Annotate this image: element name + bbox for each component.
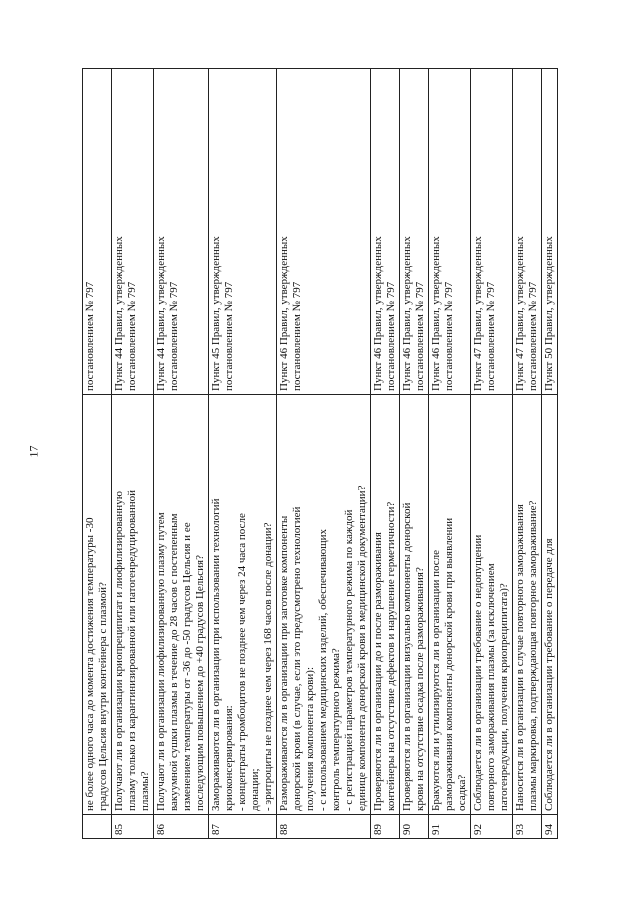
question-line: получения компонента крови):	[304, 666, 316, 811]
question-line: изменением температуры от -36 до -50 градусов Цельсия и ее	[181, 522, 193, 811]
question-line: контроль температурного режима?	[330, 648, 342, 811]
row-number: 90	[400, 815, 429, 839]
table-row	[471, 69, 513, 839]
question-line: последующим повышением до +40 градусов Цельсия?	[194, 554, 206, 811]
table-row	[154, 69, 209, 839]
question-line: донации;	[249, 768, 261, 811]
question-line: Размораживаются ли в организации при заготовке компоненты	[278, 515, 290, 811]
question-line: Получают ли в организации лиофилизированную плазму путем	[155, 512, 167, 811]
question-cell	[277, 395, 371, 815]
row-number	[83, 815, 112, 839]
requirements-table	[82, 68, 558, 839]
question-cell	[471, 395, 513, 815]
reference-line: Пункт 46 Правил, утвержденных	[278, 236, 290, 391]
question-cell	[83, 395, 112, 815]
question-line: Соблюдается ли в организации требование о недопущении	[472, 534, 484, 811]
reference-line: постановлением № 797	[443, 281, 455, 391]
row-number: 89	[371, 815, 400, 839]
question-line: размораживания компоненты донорской крови при выявлении	[443, 517, 455, 811]
table-row	[277, 69, 371, 839]
question-line: - с использованием медицинских изделий, обеспечивающих	[317, 528, 329, 811]
reference-line: постановлением № 797	[168, 281, 180, 391]
question-line: - с регистрацией параметров температурного режима по каждой	[343, 509, 355, 811]
row-number: 87	[209, 815, 277, 839]
table-row	[371, 69, 400, 839]
question-line: Замораживаются ли в организации при использовании технологий	[210, 498, 222, 811]
reference-cell	[83, 69, 112, 395]
page-number: 17	[26, 445, 41, 458]
reference-cell	[112, 69, 154, 395]
reference-line: Пункт 50 Правил, утвержденных	[543, 236, 555, 391]
table-row	[542, 69, 558, 839]
reference-cell	[209, 69, 277, 395]
reference-line: Пункт 44 Правил, утвержденных	[113, 236, 125, 391]
reference-line: Пункт 46 Правил, утвержденных	[372, 236, 384, 391]
question-line: Бракуются ли и утилизируются ли в организации после	[430, 549, 442, 811]
reference-line: Пункт 44 Правил, утвержденных	[155, 236, 167, 391]
question-line: криоконсервирования:	[223, 705, 235, 811]
table-body	[83, 69, 558, 839]
reference-cell	[429, 69, 471, 395]
question-cell	[209, 395, 277, 815]
row-number: 93	[513, 815, 542, 839]
row-number: 86	[154, 815, 209, 839]
question-line: - концентраты тромбоцитов не позднее чем через 24 часа после	[236, 513, 248, 811]
question-line: не более одного часа до момента достижения температуры -30	[84, 517, 96, 811]
question-cell	[429, 395, 471, 815]
question-line: осадка?	[456, 774, 468, 811]
table-row	[513, 69, 542, 839]
table-row	[400, 69, 429, 839]
question-line: Получают ли в организации криопреципитат и лиофилизированную	[113, 491, 125, 811]
question-line: единице компонента донорской крови в медицинской документации?	[356, 485, 368, 811]
reference-line: постановлением № 797	[84, 281, 96, 391]
table-row	[112, 69, 154, 839]
table-row	[83, 69, 112, 839]
reference-cell	[400, 69, 429, 395]
question-line: плазмы маркировка, подтверждающая повторное замораживание?	[527, 500, 539, 811]
table-row	[429, 69, 471, 839]
question-line: плазму только из карантинизированной или патогенредуцированной	[126, 489, 138, 811]
question-cell	[112, 395, 154, 815]
question-line: - эритроциты не позднее чем через 168 часов после донации?	[262, 522, 274, 811]
reference-cell	[277, 69, 371, 395]
question-cell	[400, 395, 429, 815]
question-line: Соблюдается ли в организации требование о передаче для	[543, 538, 555, 811]
reference-line: постановлением № 797	[527, 281, 539, 391]
table-row	[209, 69, 277, 839]
reference-cell	[154, 69, 209, 395]
reference-cell	[513, 69, 542, 395]
reference-line: Пункт 46 Правил, утвержденных	[430, 236, 442, 391]
reference-cell	[542, 69, 558, 395]
question-line: Проверяются ли в организации визуально компоненты донорской	[401, 502, 413, 811]
question-cell	[154, 395, 209, 815]
question-line: градусов Цельсия внутри контейнера с плазмой?	[97, 582, 109, 811]
question-line: донорской крови (в случае, если это предусмотрено технологией	[291, 506, 303, 811]
question-line: вакуумной сушки плазмы в течение до 28 часов с постепенным	[168, 513, 180, 811]
reference-line: постановлением № 797	[414, 281, 426, 391]
reference-line: Пункт 47 Правил, утвержденных	[472, 236, 484, 391]
reference-line: постановлением № 797	[291, 281, 303, 391]
reference-line: Пункт 45 Правил, утвержденных	[210, 236, 222, 391]
reference-cell	[371, 69, 400, 395]
reference-line: постановлением № 797	[485, 281, 497, 391]
question-line: патогенредукции, получения криопреципитата)?	[498, 583, 510, 811]
question-line: контейнеры на отсутствие дефектов и нарушение герметичности?	[385, 501, 397, 811]
rotated-table-wrapper	[82, 69, 582, 839]
row-number: 94	[542, 815, 558, 839]
reference-line: постановлением № 797	[223, 281, 235, 391]
row-number: 85	[112, 815, 154, 839]
row-number: 91	[429, 815, 471, 839]
question-cell	[513, 395, 542, 815]
reference-cell	[471, 69, 513, 395]
question-cell	[542, 395, 558, 815]
question-line: повторного замораживания плазмы (за исключением	[485, 563, 497, 811]
reference-line: постановлением № 797	[385, 281, 397, 391]
row-number: 88	[277, 815, 371, 839]
question-cell	[371, 395, 400, 815]
reference-line: постановлением № 797	[126, 281, 138, 391]
question-line: плазмы?	[139, 771, 151, 811]
row-number: 92	[471, 815, 513, 839]
reference-line: Пункт 46 Правил, утвержденных	[401, 236, 413, 391]
question-line: крови на отсутствие осадка после размораживания?	[414, 567, 426, 811]
question-line: Проверяются ли в организации до и после размораживания	[372, 532, 384, 811]
question-line: Наносится ли в организации в случае повторного замораживания	[514, 504, 526, 811]
reference-line: Пункт 47 Правил, утвержденных	[514, 236, 526, 391]
